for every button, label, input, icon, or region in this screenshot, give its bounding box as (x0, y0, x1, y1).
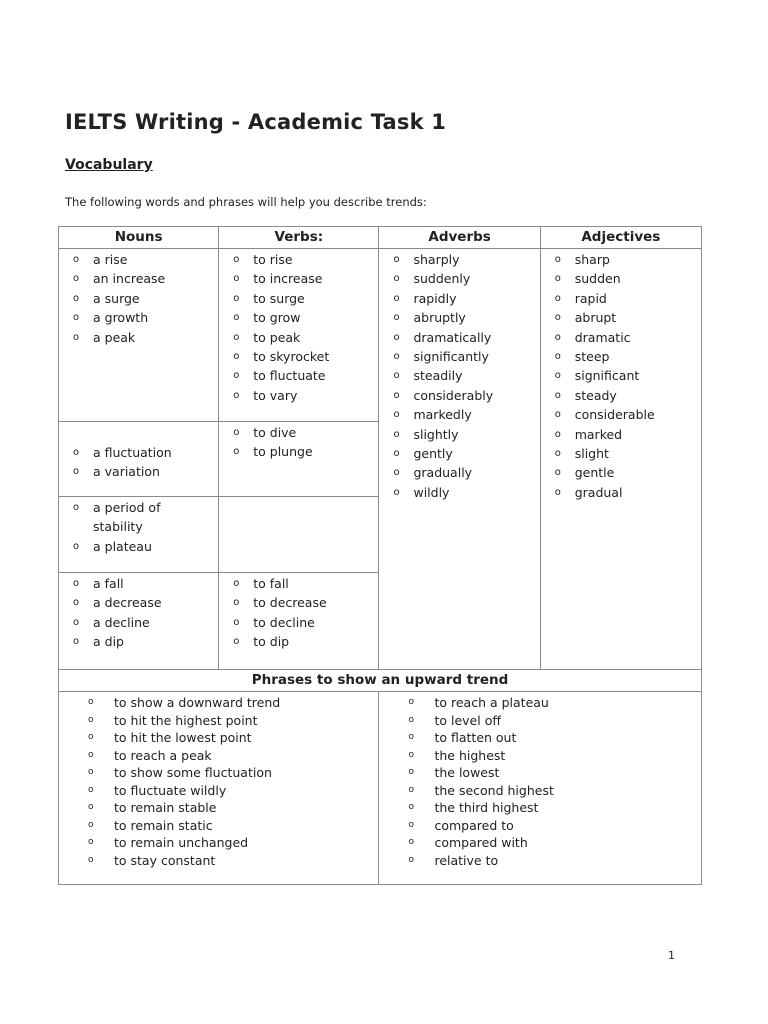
nouns-fluctuation-cell (59, 422, 219, 497)
list-item-text: a fall (93, 576, 124, 591)
bullet-icon: o (73, 578, 80, 589)
list-item-text: the second highest (434, 782, 554, 798)
bullet-icon: o (233, 370, 240, 382)
bullet-icon: o (554, 312, 561, 324)
list-item (59, 632, 218, 651)
bullet-icon: o (408, 854, 414, 865)
list-item-text: to level off (434, 712, 501, 728)
list-item (379, 799, 701, 817)
list-item-text: suddenly (413, 271, 471, 287)
list-item-text: rapid (574, 290, 607, 306)
adjectives-cell (540, 249, 701, 670)
bullet-icon: o (233, 636, 240, 648)
list-item (219, 386, 378, 405)
bullet-icon: o (88, 732, 94, 742)
list-item (59, 852, 378, 870)
list-item (59, 799, 378, 817)
list-item (59, 729, 378, 747)
phrases-left-cell (59, 692, 379, 885)
list-item (379, 405, 539, 424)
list-item (219, 442, 378, 461)
bullet-icon: o (393, 351, 400, 363)
list-item (541, 483, 701, 502)
list-item (59, 694, 378, 712)
bullet-icon: o (393, 292, 400, 304)
list-item-text: the third highest (434, 800, 539, 815)
list-item-text: slightly (413, 426, 459, 442)
list-item (379, 712, 701, 730)
bullet-icon: o (88, 749, 94, 760)
list-item-text: gently (413, 446, 453, 462)
list-item (219, 269, 378, 288)
list-item (541, 386, 701, 405)
list-item (379, 782, 701, 800)
list-item-text: abrupt (574, 310, 617, 326)
nouns-up-cell (59, 249, 219, 422)
bullet-icon: o (233, 578, 240, 589)
bullet-icon: o (73, 502, 80, 513)
list-item (541, 366, 701, 385)
list-item (379, 308, 539, 327)
list-item (379, 852, 701, 870)
list-item-text: marked (574, 426, 623, 442)
list-item (379, 289, 539, 308)
list-item (59, 817, 378, 835)
list-item-text: to decrease (253, 595, 327, 611)
list-item (219, 289, 378, 308)
nouns-down-cell (59, 573, 219, 670)
adverbs-cell (379, 249, 540, 670)
bullet-icon: o (554, 370, 561, 382)
list-item-text: a growth (93, 310, 149, 326)
list-item-text: the lowest (434, 765, 500, 780)
bullet-icon: o (554, 448, 561, 460)
list-item (59, 250, 218, 269)
bullet-icon: o (408, 767, 414, 777)
list-item-text: an increase (93, 271, 166, 287)
list-item-text: the highest (434, 747, 506, 763)
list-item (379, 729, 701, 747)
bullet-icon: o (233, 351, 240, 363)
list-item-text: compared with (434, 835, 528, 850)
header-adjectives: Adjectives (540, 227, 701, 249)
bullet-icon: o (73, 254, 80, 265)
list-item-text: dramatically (413, 329, 492, 345)
list-item-text: significant (574, 368, 640, 384)
list-item (541, 347, 701, 366)
list-item-text: to fluctuate (253, 368, 326, 384)
list-item (59, 537, 218, 556)
bullet-icon: o (233, 446, 240, 458)
list-item-text: to remain static (114, 817, 213, 833)
bullet-icon: o (233, 273, 240, 285)
list-item-text: to stay constant (114, 852, 216, 868)
list-item-text: considerable (574, 407, 655, 423)
bullet-icon: o (88, 802, 94, 812)
list-item-text: a variation (93, 464, 160, 480)
bullet-icon: o (233, 254, 240, 265)
list-item (219, 613, 378, 632)
list-item (59, 764, 378, 782)
list-item (379, 483, 539, 502)
bullet-icon: o (88, 697, 94, 707)
bullet-icon: o (73, 466, 80, 478)
bullet-icon: o (233, 389, 240, 401)
list-item (379, 444, 539, 463)
list-item-text: to reach a plateau (434, 695, 549, 710)
bullet-icon: o (554, 409, 561, 421)
verbs-up-cell (219, 249, 379, 422)
list-item (59, 289, 218, 308)
bullet-icon: o (554, 467, 561, 479)
bullet-icon: o (393, 409, 400, 421)
bullet-icon: o (393, 273, 400, 285)
list-item (541, 269, 701, 288)
list-item-text: to plunge (253, 444, 313, 460)
list-item-text: to hit the lowest point (114, 730, 252, 745)
list-item-text: to reach a peak (114, 747, 212, 763)
bullet-icon: o (554, 254, 561, 265)
list-item-text: to remain unchanged (114, 835, 249, 850)
list-item (379, 269, 539, 288)
bullet-icon: o (73, 331, 80, 343)
bullet-icon: o (73, 312, 80, 324)
list-item-text: a dip (93, 634, 124, 650)
list-item (541, 328, 701, 347)
list-item (379, 694, 701, 712)
list-item-text: to surge (253, 290, 305, 306)
list-item-text: to remain stable (114, 800, 217, 815)
list-item-text: to show some fluctuation (114, 765, 272, 780)
bullet-icon: o (393, 448, 400, 460)
list-item-text: gentle (574, 465, 615, 481)
list-item-text: to show a downward trend (114, 695, 281, 710)
bullet-icon: o (88, 819, 94, 830)
list-item (59, 782, 378, 800)
list-item (59, 747, 378, 765)
bullet-icon: o (393, 331, 400, 343)
list-item-text: a plateau (93, 538, 152, 554)
list-item-text: a decline (93, 614, 150, 630)
list-item-text: significantly (413, 349, 489, 365)
phrases-right-cell (379, 692, 702, 885)
list-item (379, 834, 701, 852)
bullet-icon: o (554, 428, 561, 440)
list-item-text: to peak (253, 329, 301, 345)
bullet-icon: o (554, 292, 561, 304)
bullet-icon: o (408, 697, 414, 707)
list-item (541, 425, 701, 444)
list-item (541, 250, 701, 269)
list-item (59, 834, 378, 852)
page-title: IELTS Writing - Academic Task 1 (65, 110, 447, 134)
bullet-icon: o (88, 784, 94, 795)
list-item (541, 405, 701, 424)
list-item-text: relative to (434, 852, 499, 868)
bullet-icon: o (88, 837, 94, 847)
nouns-stable-cell (59, 497, 219, 573)
bullet-icon: o (73, 636, 80, 648)
list-item-text: steadily (413, 368, 463, 384)
header-adverbs: Adverbs (379, 227, 540, 249)
verbs-empty-cell (219, 497, 379, 573)
bullet-icon: o (393, 254, 400, 265)
list-item-text: sharp (574, 252, 610, 267)
bullet-icon: o (233, 616, 240, 628)
list-item-text: to vary (253, 387, 298, 403)
bullet-icon: o (73, 597, 80, 609)
bullet-icon: o (408, 714, 414, 725)
list-item (541, 463, 701, 482)
list-item (219, 593, 378, 612)
bullet-icon: o (393, 389, 400, 401)
list-item-text: compared to (434, 817, 514, 833)
list-item (379, 366, 539, 385)
list-item (379, 347, 539, 366)
list-item-text: markedly (413, 407, 472, 423)
list-item-text: sharply (413, 252, 460, 267)
bullet-icon: o (73, 616, 80, 628)
bullet-icon: o (73, 447, 80, 458)
vocabulary-table (58, 226, 702, 885)
list-item (379, 250, 539, 269)
bullet-icon: o (88, 854, 94, 865)
list-item (59, 328, 218, 347)
list-item-text: to fall (253, 576, 289, 591)
list-item-text: considerably (413, 387, 494, 403)
list-item (541, 289, 701, 308)
list-item (379, 425, 539, 444)
bullet-icon: o (408, 784, 414, 795)
list-item (59, 613, 218, 632)
bullet-icon: o (408, 749, 414, 760)
list-item-text: a rise (93, 252, 128, 267)
list-item-text: a peak (93, 329, 136, 345)
list-item (379, 328, 539, 347)
bullet-icon: o (393, 312, 400, 324)
list-item (219, 632, 378, 651)
verbs-down-cell (219, 573, 379, 670)
list-item (219, 366, 378, 385)
list-item-text: to dip (253, 634, 290, 650)
list-item-text: to grow (253, 310, 301, 326)
bullet-icon: o (408, 837, 414, 847)
bullet-icon: o (73, 273, 80, 285)
list-item-text: to increase (253, 271, 323, 287)
list-item (59, 498, 213, 537)
list-item (59, 712, 378, 730)
bullet-icon: o (233, 597, 240, 609)
list-item (59, 308, 218, 327)
list-item (219, 574, 378, 593)
header-verbs: Verbs: (219, 227, 379, 249)
verbs-dive-cell (219, 422, 379, 497)
bullet-icon: o (408, 732, 414, 742)
bullet-icon: o (393, 370, 400, 382)
list-item (59, 269, 218, 288)
list-item (219, 308, 378, 327)
bullet-icon: o (408, 802, 414, 812)
list-item (219, 250, 378, 269)
section-heading: Vocabulary (65, 157, 153, 173)
list-item-text: to fluctuate wildly (114, 782, 227, 798)
list-item-text: to decline (253, 614, 315, 630)
bullet-icon: o (554, 351, 561, 363)
list-item (59, 462, 218, 481)
list-item-text: gradually (413, 465, 473, 481)
list-item (379, 386, 539, 405)
bullet-icon: o (554, 331, 561, 343)
list-item-text: steady (574, 387, 617, 403)
list-item-text: to rise (253, 252, 293, 267)
list-item-text: to hit the highest point (114, 712, 258, 728)
bullet-icon: o (233, 331, 240, 343)
header-nouns: Nouns (59, 227, 219, 249)
bullet-icon: o (88, 714, 94, 725)
list-item-text: gradual (574, 484, 623, 500)
bullet-icon: o (73, 292, 80, 304)
page-number: 1 (668, 949, 675, 962)
list-item (59, 593, 218, 612)
list-item (541, 308, 701, 327)
list-item (59, 443, 218, 462)
list-item (379, 817, 701, 835)
phrases-heading: Phrases to show an upward trend (59, 670, 702, 692)
bullet-icon: o (554, 389, 561, 401)
bullet-icon: o (233, 312, 240, 324)
list-item-text: to flatten out (434, 730, 517, 745)
bullet-icon: o (408, 819, 414, 830)
list-item-text: rapidly (413, 290, 457, 306)
list-item (379, 463, 539, 482)
list-item (379, 747, 701, 765)
list-item (379, 764, 701, 782)
bullet-icon: o (554, 486, 561, 498)
list-item-text: abruptly (413, 310, 466, 326)
bullet-icon: o (393, 486, 400, 498)
bullet-icon: o (393, 428, 400, 440)
list-item-text: slight (574, 446, 609, 462)
list-item-text: to dive (253, 425, 297, 440)
list-item (59, 574, 218, 593)
bullet-icon: o (393, 467, 400, 479)
list-item (219, 347, 378, 366)
list-item-text: steep (574, 349, 610, 365)
bullet-icon: o (73, 540, 80, 552)
list-item (541, 444, 701, 463)
list-item-text: to skyrocket (253, 349, 330, 365)
bullet-icon: o (554, 273, 561, 285)
list-item-text: dramatic (574, 329, 631, 345)
list-item-text: sudden (574, 271, 621, 287)
intro-text: The following words and phrases will help you describe trends: (65, 195, 427, 209)
list-item-text: a decrease (93, 595, 162, 611)
list-item (219, 423, 378, 442)
list-item (219, 328, 378, 347)
list-item-text: a period of stability (93, 500, 161, 535)
list-item-text: wildly (413, 484, 450, 500)
list-item-text: a fluctuation (93, 445, 172, 460)
bullet-icon: o (233, 427, 240, 438)
bullet-icon: o (88, 767, 94, 777)
bullet-icon: o (233, 292, 240, 304)
list-item-text: a surge (93, 290, 140, 306)
